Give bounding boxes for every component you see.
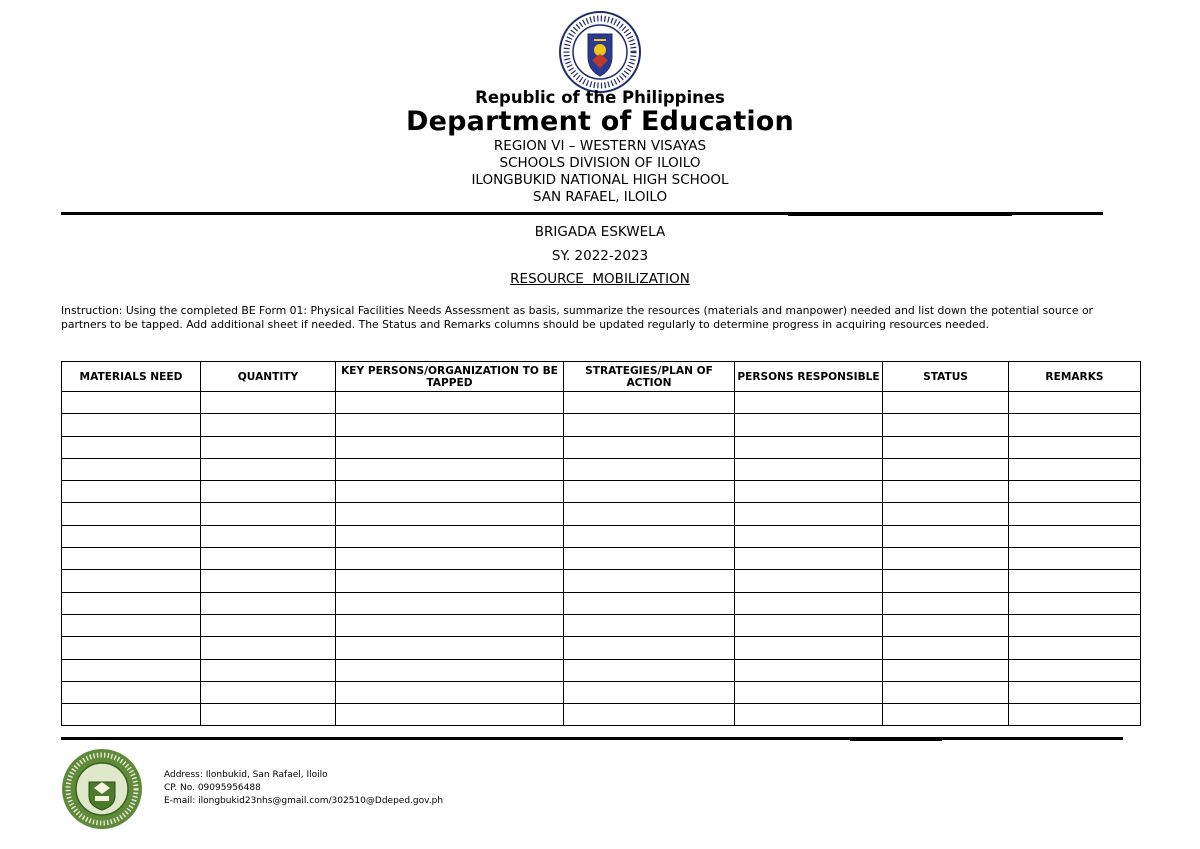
table-cell[interactable] [336,592,564,614]
table-cell[interactable] [336,392,564,414]
table-cell[interactable] [1009,681,1141,703]
table-cell[interactable] [735,503,883,525]
table-cell[interactable] [62,704,201,726]
table-cell[interactable] [62,392,201,414]
division-label: SCHOOLS DIVISION OF ILOILO [499,155,701,171]
table-cell[interactable] [735,392,883,414]
table-cell[interactable] [883,681,1009,703]
table-cell[interactable] [735,614,883,636]
table-cell[interactable] [883,659,1009,681]
footer-address: Address: Ilonbukid, San Rafael, Iloilo [164,770,328,780]
program-title: BRIGADA ESKWELA [534,224,666,240]
table-cell[interactable] [1009,659,1141,681]
col-strategies: STRATEGIES/PLAN OF ACTION [564,362,735,392]
table-cell[interactable] [201,704,336,726]
table-cell[interactable] [336,681,564,703]
table-cell[interactable] [883,525,1009,547]
table-cell[interactable] [564,548,735,570]
table-cell[interactable] [336,614,564,636]
table-cell[interactable] [201,592,336,614]
table-cell[interactable] [735,458,883,480]
table-cell[interactable] [735,414,883,436]
table-cell[interactable] [735,681,883,703]
table-cell[interactable] [336,659,564,681]
table-cell[interactable] [883,614,1009,636]
footer-phone: CP. No. 09095956488 [164,783,261,794]
table-cell[interactable] [336,414,564,436]
table-cell[interactable] [201,481,336,503]
table-cell[interactable] [564,414,735,436]
table-cell[interactable] [201,392,336,414]
table-row [62,481,1141,503]
form-title-text: RESOURCE MOBILIZATION [510,271,690,287]
republic-label: Republic of the Philippines [475,88,725,107]
table-cell[interactable] [564,436,735,458]
table-cell[interactable] [336,481,564,503]
table-cell[interactable] [564,392,735,414]
table-cell[interactable] [1009,436,1141,458]
table-cell[interactable] [62,436,201,458]
table-cell[interactable] [1009,503,1141,525]
table-cell[interactable] [62,614,201,636]
table-cell[interactable] [883,503,1009,525]
table-cell[interactable] [735,481,883,503]
table-cell[interactable] [201,458,336,480]
col-persons-responsible: PERSONS RESPONSIBLE [735,362,883,392]
table-cell[interactable] [564,704,735,726]
table-cell[interactable] [883,704,1009,726]
department-title: Department of Education [406,106,794,137]
table-header-row [62,362,1141,392]
table-cell[interactable] [883,414,1009,436]
table-cell[interactable] [735,570,883,592]
table-cell[interactable] [336,525,564,547]
table-cell[interactable] [336,503,564,525]
table-cell[interactable] [336,548,564,570]
table-row [62,458,1141,480]
table-row [62,548,1141,570]
table-cell[interactable] [201,637,336,659]
table-cell[interactable] [201,659,336,681]
table-cell[interactable] [564,525,735,547]
table-cell[interactable] [62,481,201,503]
table-cell[interactable] [201,503,336,525]
table-cell[interactable] [735,592,883,614]
footer-divider [61,737,1123,740]
table-row [62,637,1141,659]
table-row [62,525,1141,547]
table-cell[interactable] [62,414,201,436]
table-cell[interactable] [735,548,883,570]
deped-seal-icon [558,10,642,94]
form-title [0,271,1200,287]
table-cell[interactable] [735,637,883,659]
table-cell[interactable] [735,704,883,726]
table-cell[interactable] [564,614,735,636]
table-cell[interactable] [62,659,201,681]
col-status: STATUS [883,362,1009,392]
table-cell[interactable] [564,681,735,703]
table-cell[interactable] [1009,704,1141,726]
table-cell[interactable] [1009,614,1141,636]
table-cell[interactable] [62,458,201,480]
table-cell[interactable] [564,637,735,659]
table-cell[interactable] [62,525,201,547]
table-row [62,704,1141,726]
table-row [62,614,1141,636]
table-cell[interactable] [201,414,336,436]
school-seal-icon [61,748,143,830]
footer-email: E-mail: ilongbukid23nhs@gmail.com/302510@Ddeped.gov.ph [164,796,444,807]
table-cell[interactable] [201,525,336,547]
table-row [62,570,1141,592]
table-row [62,436,1141,458]
col-remarks: REMARKS [1009,362,1141,392]
table-row [62,659,1141,681]
instruction-text: Instruction: Using the completed BE Form 01: Physical Facilities Needs Assessment as basis, summarize the resources (materials and manpower) needed and list down the potential source or partners to be tapped. Add additional sheet if needed. The Status and Remarks columns should be updated regularly to determine progress in acquiring resources needed. [61,304,1093,331]
school-label: ILONGBUKID NATIONAL HIGH SCHOOL [471,172,729,188]
table-row [62,392,1141,414]
table-cell[interactable] [1009,637,1141,659]
table-cell[interactable] [883,458,1009,480]
table-cell[interactable] [564,592,735,614]
table-cell[interactable] [1009,548,1141,570]
table-row [62,681,1141,703]
table-cell[interactable] [564,659,735,681]
header-divider-accent [788,215,1012,216]
table-cell[interactable] [1009,481,1141,503]
table-cell[interactable] [336,458,564,480]
table-cell[interactable] [62,637,201,659]
table-cell[interactable] [336,637,564,659]
table-cell[interactable] [336,436,564,458]
table-row [62,503,1141,525]
col-quantity: QUANTITY [201,362,336,392]
table-cell[interactable] [883,592,1009,614]
table-cell[interactable] [62,548,201,570]
table-cell[interactable] [883,570,1009,592]
table-cell[interactable] [883,436,1009,458]
table-cell[interactable] [1009,392,1141,414]
table-cell[interactable] [336,570,564,592]
table-cell[interactable] [883,481,1009,503]
table-cell[interactable] [735,659,883,681]
table-cell[interactable] [735,436,883,458]
table-cell[interactable] [735,525,883,547]
col-key-persons: KEY PERSONS/ORGANIZATION TO BE TAPPED [336,362,564,392]
table-cell[interactable] [62,570,201,592]
table-cell[interactable] [62,681,201,703]
table-cell[interactable] [883,392,1009,414]
table-cell[interactable] [883,637,1009,659]
col-materials-need: MATERIALS NEED [62,362,201,392]
school-year: SY. 2022-2023 [551,248,649,264]
footer-divider-accent [850,740,942,741]
table-cell[interactable] [201,570,336,592]
table-cell[interactable] [1009,570,1141,592]
table-row [62,592,1141,614]
table-cell[interactable] [62,592,201,614]
table-cell[interactable] [201,436,336,458]
resource-table [61,361,1141,726]
table-row [62,414,1141,436]
table-cell[interactable] [1009,525,1141,547]
table-cell[interactable] [201,681,336,703]
table-cell[interactable] [883,548,1009,570]
table-cell[interactable] [1009,592,1141,614]
table-cell[interactable] [564,481,735,503]
footer-contact [164,769,443,809]
table-cell[interactable] [201,548,336,570]
table-cell[interactable] [1009,458,1141,480]
table-cell[interactable] [564,503,735,525]
table-cell[interactable] [62,503,201,525]
table-cell[interactable] [336,704,564,726]
region-label: REGION VI – WESTERN VISAYAS [493,138,707,154]
table-cell[interactable] [564,458,735,480]
location-label: SAN RAFAEL, ILOILO [532,189,668,205]
table-cell[interactable] [564,570,735,592]
table-cell[interactable] [1009,414,1141,436]
table-cell[interactable] [201,614,336,636]
